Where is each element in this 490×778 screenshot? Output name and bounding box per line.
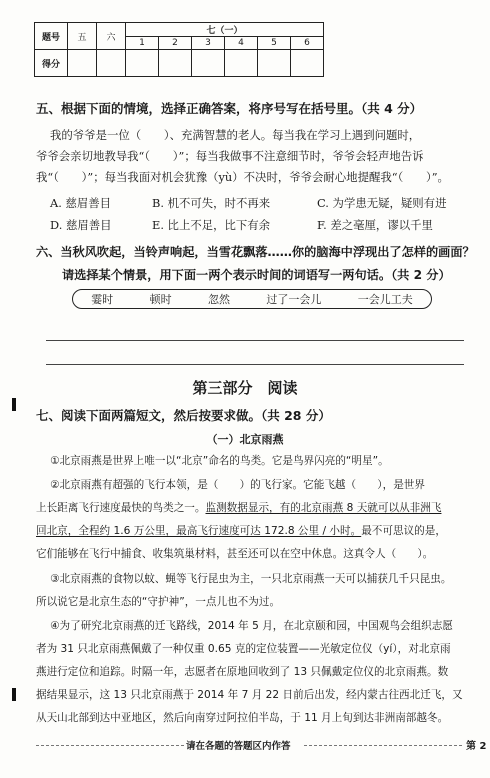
score-cell[interactable] <box>68 50 97 77</box>
answer-line[interactable] <box>46 340 464 341</box>
paragraph-4-line: 燕进行定位和追踪。时隔一年，志愿者在原地回收到了 13 只佩戴定位仪的北京雨燕。数 <box>36 666 449 678</box>
footer-divider <box>304 745 462 746</box>
section-five-heading: 五、根据下面的情境，选择正确答案，将序号写在括号里。（共 4 分） <box>36 101 423 116</box>
question-number-label: 题号 <box>35 23 68 50</box>
underlined-sentence: 监测数据显示，有的北京雨燕 8 天就可以从非洲飞 <box>205 502 442 514</box>
score-cell[interactable] <box>126 50 159 77</box>
score-cell[interactable] <box>159 50 192 77</box>
sub-col: 1 <box>126 37 159 50</box>
col-seven-header: 七（一） <box>126 23 324 37</box>
passage-title: （一）北京雨燕 <box>206 433 284 446</box>
sub-col: 2 <box>159 37 192 50</box>
section-five-line: 我“（ ）”；每当我面对机会犹豫（yù）不决时，爷爷会耐心地提醒我“（ ）”。 <box>36 170 449 184</box>
scan-mark <box>12 688 16 701</box>
paragraph-2-line: 它们能够在飞行中捕食、收集筑巢材料，甚至还可以在空中休息。这真令人（ ）。 <box>36 548 434 560</box>
footer-instruction: 请在各题的答题区内作答 <box>186 741 291 752</box>
answer-line[interactable] <box>46 364 464 365</box>
option-a: A. 慈眉善目 <box>50 196 112 210</box>
score-label: 得分 <box>35 50 68 77</box>
option-f: F. 差之毫厘，谬以千里 <box>317 218 433 232</box>
paragraph-4-line: 从天山北部到达中亚地区，然后向南穿过阿拉伯半岛，于 11 月上旬到达非洲南部越冬。 <box>36 712 449 724</box>
score-cell[interactable] <box>258 50 291 77</box>
footer-divider <box>36 745 184 746</box>
col-six: 六 <box>97 23 126 50</box>
score-table <box>34 22 324 77</box>
word-option: 忽然 <box>207 293 230 306</box>
paragraph-3-line: ③北京雨燕的食物以蚊、蝇等飞行昆虫为主，一只北京雨燕一天可以捕获几千只昆虫。 <box>50 573 452 585</box>
word-option: 霎时 <box>91 293 114 306</box>
sub-col: 6 <box>291 37 324 50</box>
paragraph-4-line: 据结果显示，这 13 只北京雨燕于 2014 年 7 月 22 日前后出发，经内蒙古往西北迁飞，又 <box>36 689 463 701</box>
part-three-title: 第三部分 阅读 <box>192 379 298 397</box>
score-cell[interactable] <box>291 50 324 77</box>
option-c: C. 为学患无疑，疑则有进 <box>317 196 447 210</box>
section-five-line: 爷爷会亲切地教导我“（ ）”；每当我做事不注意细节时，爷爷会轻声地告诉 <box>36 149 424 163</box>
paragraph-1: ①北京雨燕是世界上唯一以“北京”命名的鸟类。它是鸟界闪亮的“明星”。 <box>50 455 389 467</box>
score-cell[interactable] <box>225 50 258 77</box>
score-cell[interactable] <box>97 50 126 77</box>
paragraph-2-line: 回北京，全程约 1.6 万公里，最高飞行速度可达 172.8 公里 / 小时。最不可思议的是， <box>36 525 446 537</box>
paragraph-3-line: 所以说它是北京生态的“守护神”，一点儿也不为过。 <box>36 596 281 608</box>
section-six-heading-2: 请选择某个情景，用下面一两个表示时间的词语写一两句话。（共 2 分） <box>62 268 451 282</box>
underlined-sentence: 回北京，全程约 1.6 万公里，最高飞行速度可达 172.8 公里 / 小时。 <box>36 525 362 537</box>
scan-mark <box>12 398 16 411</box>
section-seven-heading: 七、阅读下面两篇短文，然后按要求做。（共 28 分） <box>36 408 331 423</box>
col-five: 五 <box>68 23 97 50</box>
sub-col: 5 <box>258 37 291 50</box>
sub-col: 3 <box>192 37 225 50</box>
word-option: 顿时 <box>149 293 172 306</box>
section-five-line: 我的爷爷是一位（ ）、充满智慧的老人。每当我在学习上遇到问题时， <box>50 128 421 142</box>
page-number: 第 2 <box>466 741 487 752</box>
paragraph-2-line: ②北京雨燕有超强的飞行本领，是（ ）的飞行家。它能飞越（ ），是世界 <box>50 479 425 491</box>
score-cell[interactable] <box>192 50 225 77</box>
word-option: 过了一会儿 <box>266 293 322 306</box>
time-words-box <box>72 289 432 309</box>
word-option: 一会儿工夫 <box>357 293 413 306</box>
section-six-heading: 六、当秋风吹起，当铃声响起，当雪花飘落……你的脑海中浮现出了怎样的画面？ <box>36 245 475 259</box>
option-b: B. 机不可失，时不再来 <box>152 196 271 210</box>
paragraph-4-line: ④为了研究北京雨燕的迁飞路线，2014 年 5 月，在北京颐和园，中国观鸟会组织志愿 <box>50 620 453 632</box>
sub-col: 4 <box>225 37 258 50</box>
paragraph-2-line: 上长距离飞行速度最快的鸟类之一。监测数据显示，有的北京雨燕 8 天就可以从非洲飞 <box>36 502 442 514</box>
option-e: E. 比上不足，比下有余 <box>152 218 271 232</box>
option-d: D. 慈眉善目 <box>50 218 112 232</box>
paragraph-4-line: 者为 31 只北京雨燕佩戴了一种仅重 0.65 克的定位装置——光敏定位仪（yí），对北京雨 <box>36 643 451 655</box>
